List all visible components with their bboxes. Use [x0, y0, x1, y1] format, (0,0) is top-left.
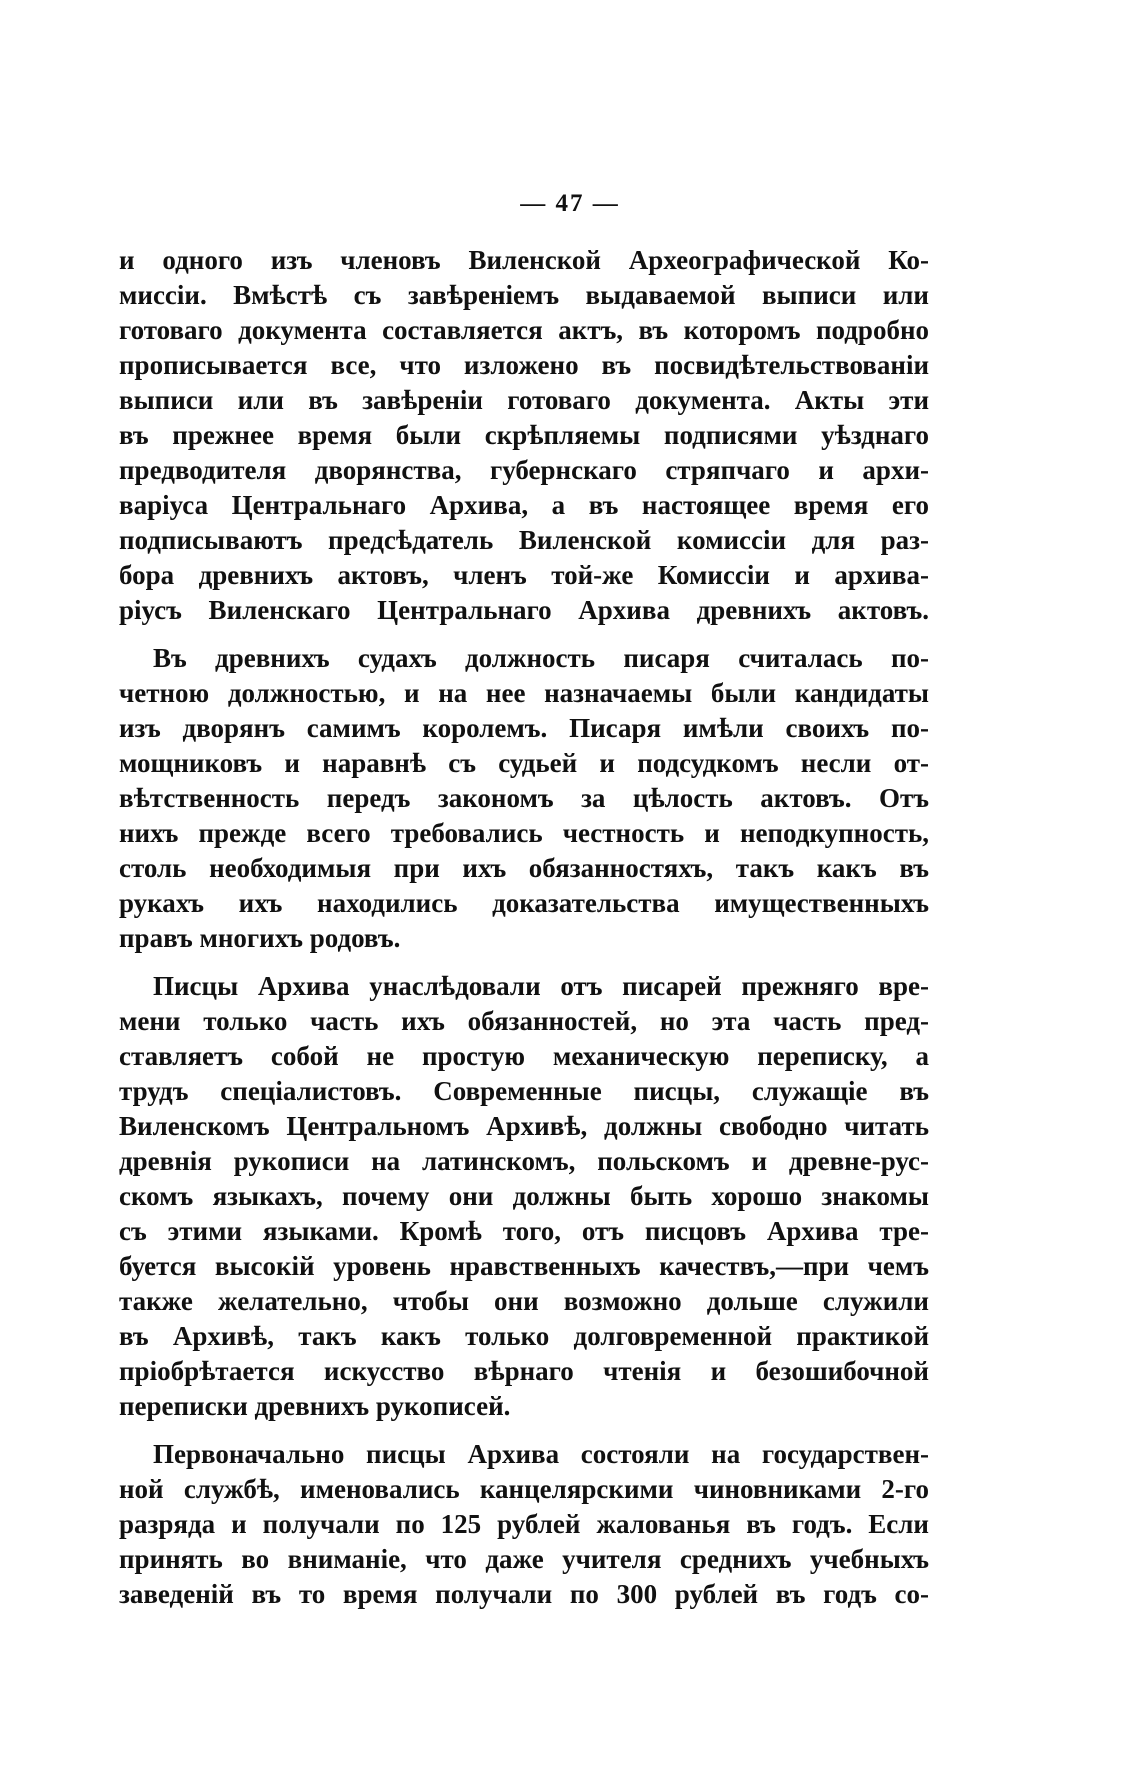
text-line: также желательно, чтобы они возможно дольше служили [119, 1286, 929, 1316]
text-line: подписываютъ предсѣдатель Виленской комиссіи для раз- [119, 525, 929, 555]
text-line: миссіи. Вмѣстѣ съ завѣреніемъ выдаваемой выписи или [119, 280, 929, 310]
text-line: въ Архивѣ, такъ какъ только долговременной практикой [119, 1321, 929, 1351]
page-number: — 47 — [520, 190, 620, 217]
paragraph-1 [119, 243, 929, 628]
text-line: съ этими языками. Кромѣ того, отъ писцовъ Архива тре- [119, 1216, 929, 1246]
text-line: выписи или въ завѣреніи готоваго документа. Акты эти [119, 385, 929, 415]
text-line: принять во вниманіе, что даже учителя среднихъ учебныхъ [119, 1544, 929, 1574]
text-line: пріобрѣтается искусство вѣрнаго чтенія и безошибочной [119, 1356, 929, 1386]
text-line: рукахъ ихъ находились доказательства имущественныхъ [119, 888, 929, 918]
text-line: изъ дворянъ самимъ королемъ. Писаря имѣли своихъ по- [119, 713, 929, 743]
text-line: правъ многихъ родовъ. [119, 923, 401, 953]
text-line: Писцы Архива унаслѣдовали отъ писарей прежняго вре- [153, 971, 929, 1001]
paragraph-4 [119, 1437, 929, 1612]
text-line: мощниковъ и наравнѣ съ судьей и подсудкомъ несли от- [119, 748, 929, 778]
text-line: Виленскомъ Центральномъ Архивѣ, должны свободно читать [119, 1111, 929, 1141]
text-line: переписки древнихъ рукописей. [119, 1391, 511, 1421]
text-line: въ прежнее время были скрѣпляемы подписями уѣзднаго [119, 420, 929, 450]
text-line: столь необходимыя при ихъ обязанностяхъ, такъ какъ въ [119, 853, 929, 883]
text-line: прописывается все, что изложено въ посвидѣтельствованіи [119, 350, 929, 380]
text-line: бора древнихъ актовъ, членъ той-же Комиссіи и архива- [119, 560, 929, 590]
text-line: ріусъ Виленскаго Центральнаго Архива древнихъ актовъ. [119, 595, 929, 625]
text-line: заведеній въ то время получали по 300 рублей въ годъ со- [119, 1579, 929, 1609]
paragraph-3 [119, 969, 929, 1424]
text-line: мени только часть ихъ обязанностей, но эта часть пред- [119, 1006, 929, 1036]
text-line: ной службѣ, именовались канцелярскими чиновниками 2-го [119, 1474, 929, 1504]
text-line: Въ древнихъ судахъ должность писаря считалась по- [153, 643, 929, 673]
text-line: Первоначально писцы Архива состояли на государствен- [153, 1439, 929, 1469]
text-line: нихъ прежде всего требовались честность и неподкупность, [119, 818, 929, 848]
text-line: предводителя дворянства, губернскаго стряпчаго и архи- [119, 455, 929, 485]
text-line: скомъ языкахъ, почему они должны быть хорошо знакомы [119, 1181, 929, 1211]
text-line: буется высокій уровень нравственныхъ качествъ,—при чемъ [119, 1251, 929, 1281]
text-line: вѣтственность передъ закономъ за цѣлость актовъ. Отъ [119, 783, 929, 813]
text-line: варіуса Центральнаго Архива, а въ настоящее время его [119, 490, 929, 520]
text-line: древнія рукописи на латинскомъ, польскомъ и древне-рус- [119, 1146, 929, 1176]
body-text [119, 243, 929, 1625]
text-line: и одного изъ членовъ Виленской Археографической Ко- [119, 245, 929, 275]
text-line: разряда и получали по 125 рублей жалованья въ годъ. Если [119, 1509, 929, 1539]
text-line: готоваго документа составляется актъ, въ которомъ подробно [119, 315, 929, 345]
text-line: ставляетъ собой не простую механическую переписку, а [119, 1041, 929, 1071]
text-line: четною должностью, и на нее назначаемы были кандидаты [119, 678, 929, 708]
paragraph-2 [119, 641, 929, 956]
text-line: трудъ спеціалистовъ. Современные писцы, служащіе въ [119, 1076, 929, 1106]
